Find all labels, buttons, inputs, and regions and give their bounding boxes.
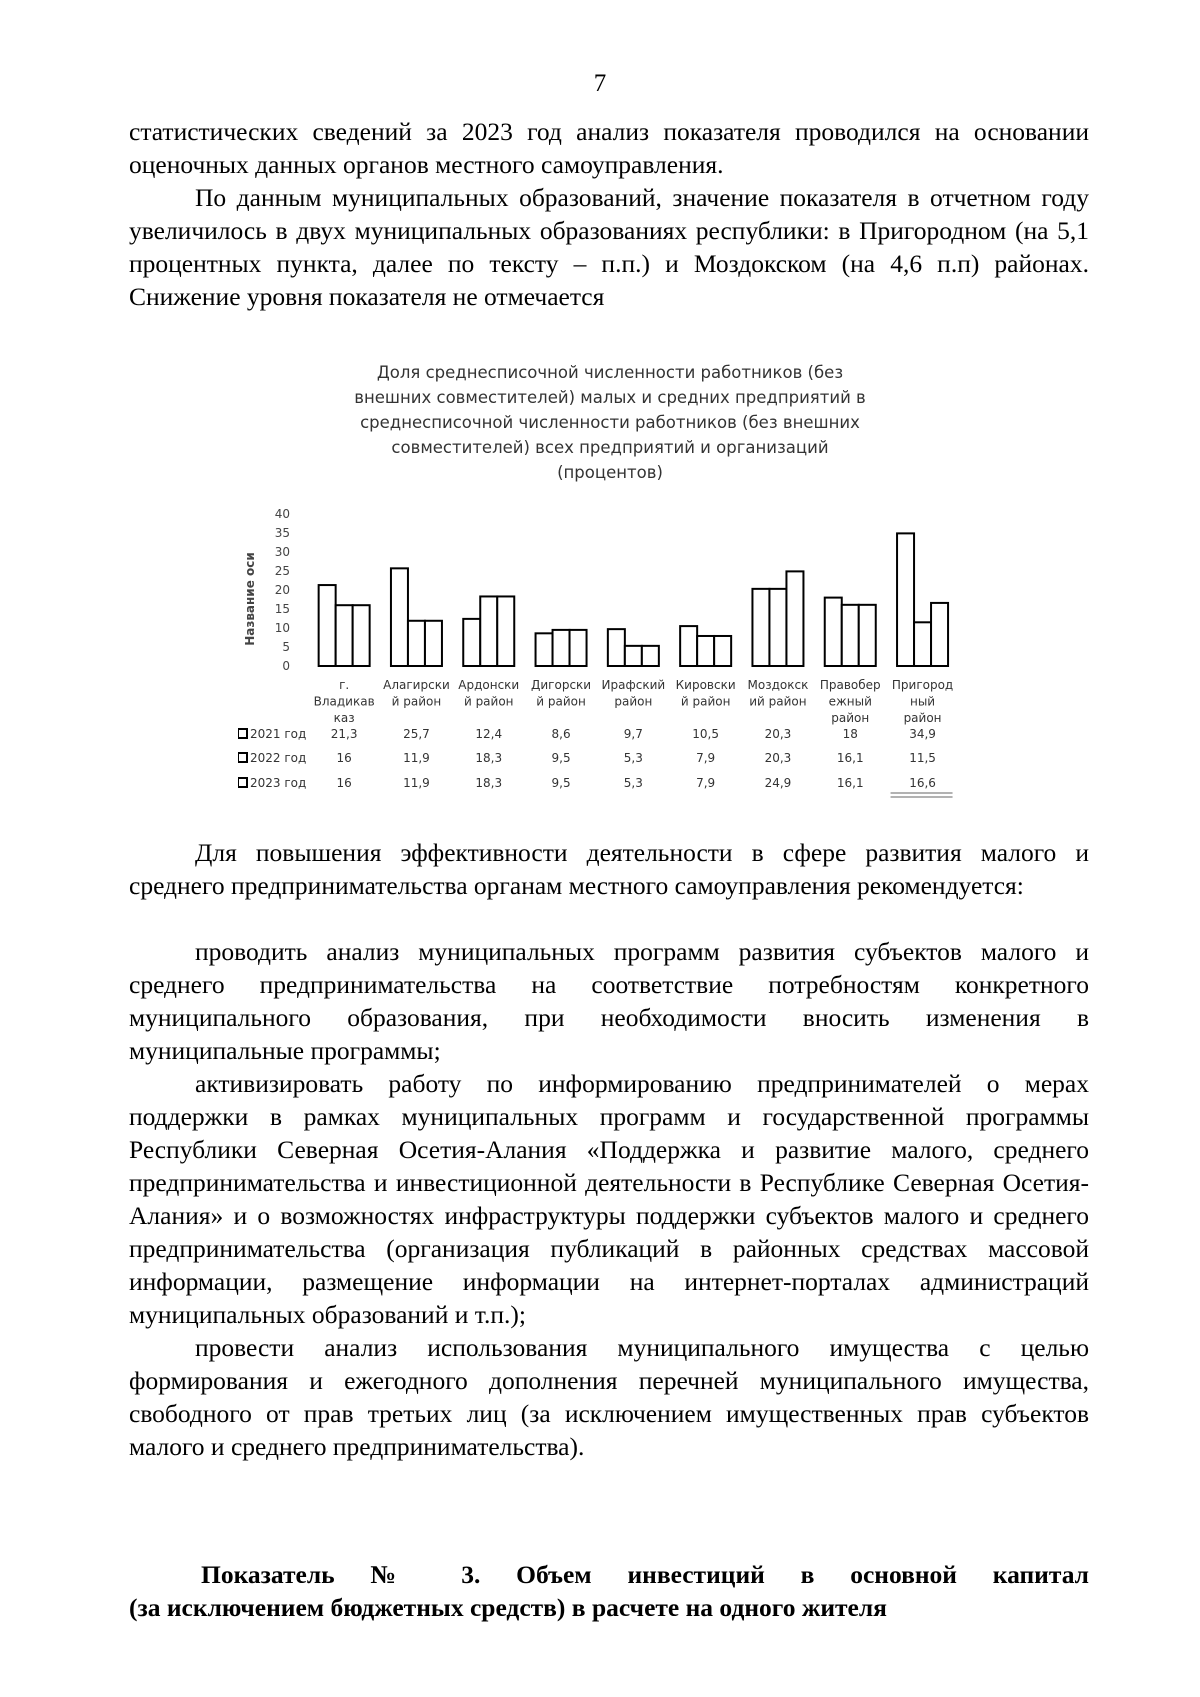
data-table-value: 12,4 [475,727,503,741]
y-tick-label: 40 [274,507,290,521]
bar-2023-год-4 [642,646,659,666]
category-label: Алагирски [383,678,450,692]
category-label: й район [680,694,731,709]
category-label: г. [339,678,350,692]
data-table-value: 10,5 [692,727,720,741]
paragraph-recommendation-3: провести анализ использования муниципального имущества с целью формирования и ежегодного дополнения перечней муниципального имущества, свободного от прав третьих лиц (за исключением имущественных прав субъектов малого и среднего предпринимательства). [129,1333,1089,1461]
bar-2023-год-3 [570,630,587,666]
bar-2023-год-5 [714,636,731,666]
bar-2022-год-5 [697,636,714,666]
bar-2021-год-3 [536,633,553,666]
data-table-value: 16 [336,751,352,765]
y-tick-label: 30 [274,545,290,559]
bar-2022-год-3 [553,630,570,666]
y-tick-label: 25 [274,564,290,578]
chart-title-line: (процентов) [557,463,663,482]
data-table-value: 7,9 [696,776,716,790]
y-axis-title: Название оси [243,552,257,646]
category-label: Правобер [819,678,881,692]
data-table-value: 18,3 [475,751,503,765]
bar-2021-год-5 [680,626,697,666]
legend-label: 2021 год [250,727,307,741]
data-table-value: 7,9 [696,751,716,765]
category-label: Ирафский [601,678,666,692]
bar-2023-год-2 [497,596,514,666]
paragraph-recommendation-2: активизировать работу по информированию предпринимателей о мерах поддержки в рамках муниципальных программ и государственной программы Республики Северная Осетия-Алания «Поддержка и развитие малого, среднего предпринимательства и инвестиционной деятельности в Республике Северная Осетия-Алания» и о возможностях инфраструктуры поддержки субъектов малого и среднего предпринимательства (организация публикаций в районных средствах массовой информации, размещение информации на интернет-порталах администраций муниципальных образований и т.п.); [129,1069,1089,1329]
bar-2023-год-0 [353,605,370,666]
category-label: район [903,711,942,725]
category-label: ный [909,694,936,709]
category-label: Ардонски [458,678,520,692]
category-label: ий район [749,694,807,709]
data-table-value: 9,7 [623,727,643,741]
data-table-value: 25,7 [403,727,430,741]
bar-2021-год-6 [752,589,769,666]
data-table-value: 5,3 [623,776,643,790]
data-table-value: 16 [336,776,352,790]
category-label: ежный [828,694,872,709]
chart-title-line: Доля среднесписочной численности работников (без [376,363,844,382]
data-table-value: 9,5 [551,776,571,790]
heading-line-1: Показатель № 3. Объем инвестиций в основной капитал [201,1560,1089,1589]
data-table-value: 5,3 [623,751,643,765]
data-table-value: 20,3 [764,751,792,765]
category-label: й район [463,694,514,709]
category-label: Кировски [675,678,736,692]
chart-title-line: совместителей) всех предприятий и организаций [391,438,829,457]
y-tick-label: 10 [274,621,290,635]
y-tick-label: 0 [282,659,290,673]
category-label: й район [391,694,442,709]
data-table-value: 20,3 [764,727,792,741]
chart-canvas [238,356,978,816]
category-label: Моздокск [747,678,809,692]
bar-2023-год-7 [859,605,876,666]
bar-2022-год-8 [914,622,931,666]
bar-2023-год-6 [786,571,803,666]
legend-key-2021-год [238,729,247,738]
bar-2021-год-8 [897,533,914,666]
category-label: район [614,694,653,709]
data-table-value: 34,9 [909,727,936,741]
bar-2021-год-1 [391,568,408,666]
paragraph-recommendations: Для повышения эффективности деятельности в сфере развития малого и среднего предпринимательства органам местного самоуправления рекомендуется: [129,838,1089,900]
bar-2021-год-0 [319,585,336,666]
legend-label: 2022 год [250,751,307,765]
data-table-value: 16,6 [909,776,936,790]
y-tick-label: 5 [282,640,290,654]
bar-2023-год-1 [425,621,442,666]
data-table-value: 16,1 [836,751,864,765]
y-tick-label: 15 [274,602,290,616]
data-table-value: 8,6 [551,727,571,741]
bar-2022-год-1 [408,621,425,666]
data-table-value: 18 [842,727,858,741]
data-table-value: 21,3 [330,727,358,741]
category-label: каз [333,711,355,725]
paragraph-recommendation-1: проводить анализ муниципальных программ развития субъектов малого и среднего предпринимательства на соответствие потребностям конкретного муниципального образования, при необходимости вносить изменения в муниципальные программы; [129,937,1089,1065]
bar-2022-год-7 [842,605,859,666]
category-label: район [831,711,870,725]
page-number: 7 [593,70,607,97]
legend-label: 2023 год [250,776,307,790]
legend-key-2022-год [238,753,247,762]
chart-title-line: среднесписочной численности работников (без внешних [360,413,860,432]
data-table-value: 16,1 [836,776,864,790]
bar-2022-год-4 [625,646,642,666]
paragraph-municipal-data: По данным муниципальных образований, значение показателя в отчетном году увеличилось в двух муниципальных образованиях республики: в Пригородном (на 5,1 процентных пункта, далее по тексту – п.п.) и Моздокском (на 4,6 п.п) районах. Снижение уровня показателя не отмечается [129,183,1089,311]
data-table-value: 11,5 [909,751,936,765]
bar-2021-год-4 [608,629,625,666]
section-heading [129,1558,1089,1624]
heading-line-2: (за исключением бюджетных средств) в расчете на одного жителя [129,1593,887,1622]
y-tick-label: 20 [274,583,290,597]
bar-chart [238,356,978,816]
bar-2022-год-6 [769,589,786,666]
bar-2022-год-0 [336,605,353,666]
category-label: й район [536,694,586,709]
category-label: Дигорски [531,678,592,692]
data-table-value: 24,9 [764,776,792,790]
data-table-value: 9,5 [551,751,571,765]
bar-2021-год-7 [825,598,842,666]
bar-2023-год-8 [931,603,948,666]
bar-2022-год-2 [480,596,497,666]
data-table-value: 11,9 [403,751,430,765]
data-table-value: 11,9 [403,776,430,790]
bar-2021-год-2 [463,619,480,666]
legend-key-2023-год [238,778,247,787]
category-label: Пригород [891,678,954,692]
data-table-value: 18,3 [475,776,503,790]
category-label: Владикав [313,694,375,709]
chart-title-line: внешних совместителей) малых и средних предприятий в [354,388,866,407]
y-tick-label: 35 [274,526,290,540]
paragraph-intro: статистических сведений за 2023 год анализ показателя проводился на основании оценочных данных органов местного самоуправления. [129,117,1089,179]
